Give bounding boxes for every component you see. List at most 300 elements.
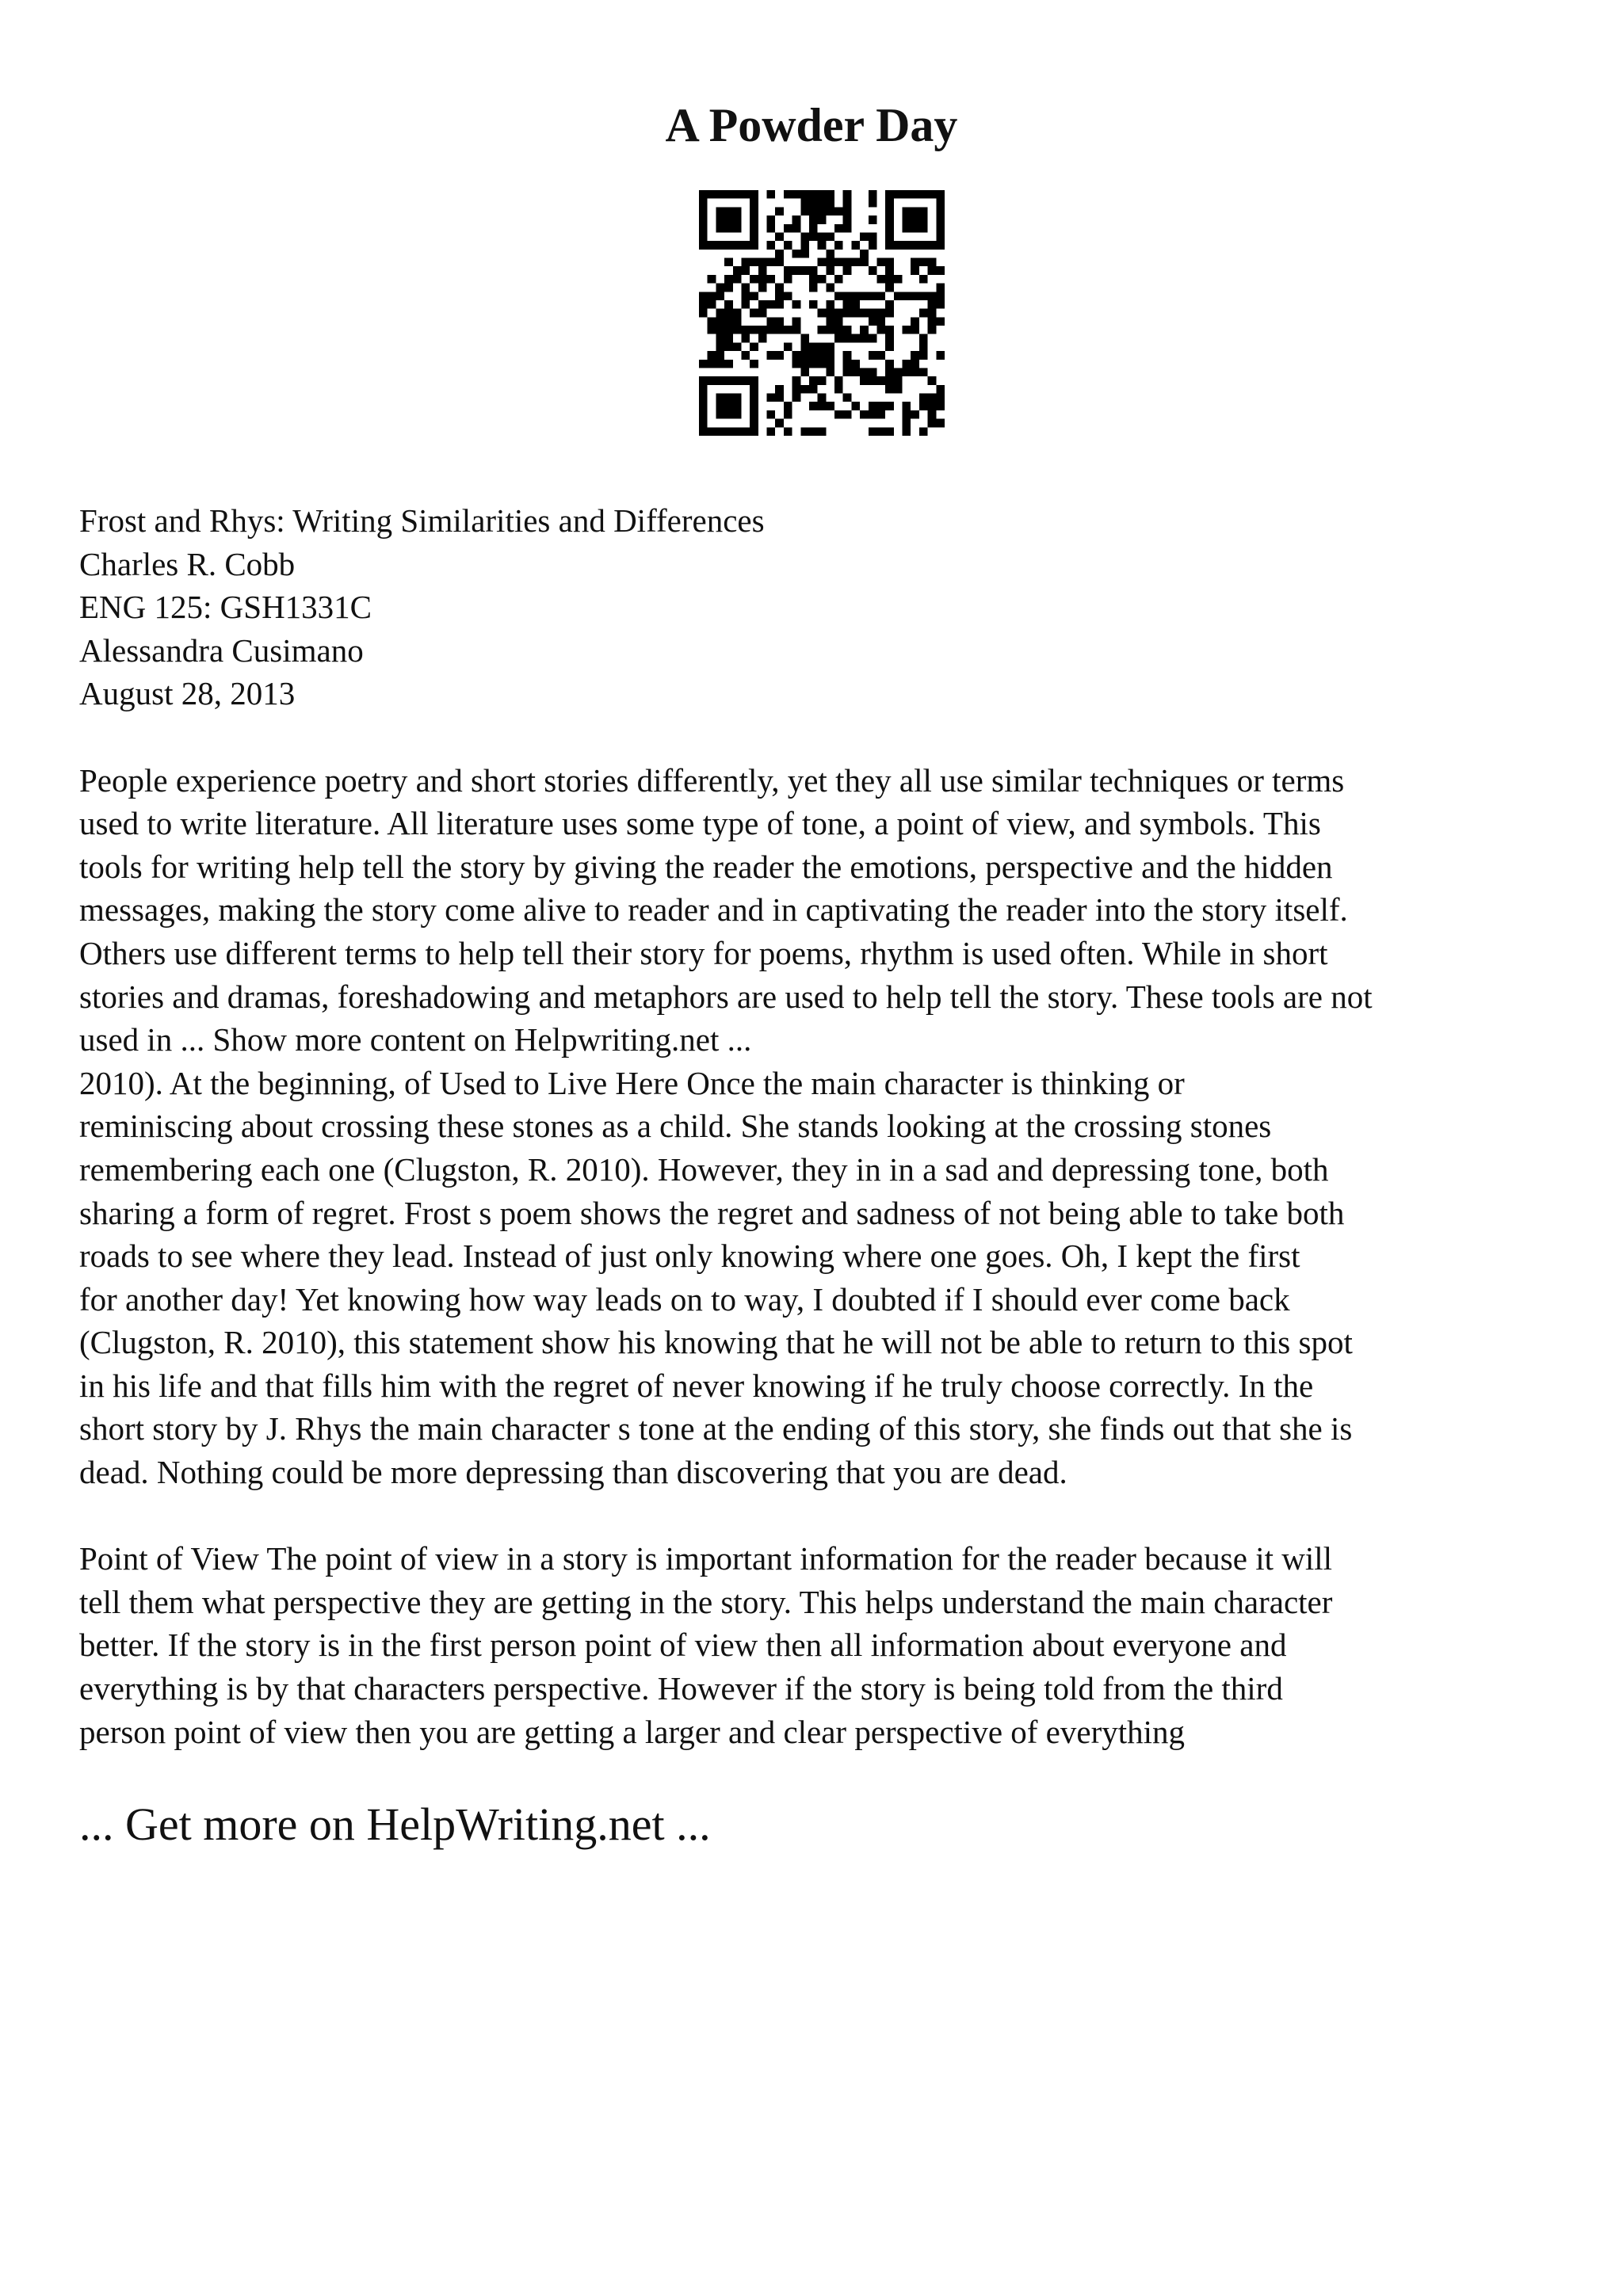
qr-module [809, 284, 818, 292]
qr-module [733, 376, 742, 385]
qr-module [919, 190, 928, 199]
qr-module [741, 300, 750, 309]
text-line: stories and dramas, foreshadowing and metaphors are used to help tell the story. These tools are not [79, 978, 1373, 1015]
qr-module [826, 250, 834, 258]
qr-module [809, 385, 818, 394]
qr-module [708, 300, 716, 309]
qr-module [928, 410, 937, 419]
qr-module [758, 309, 767, 318]
essay-title-line: Frost and Rhys: Writing Similarities and Differences [79, 502, 765, 539]
qr-module [834, 309, 843, 318]
qr-module [784, 410, 792, 419]
qr-module [834, 292, 843, 300]
text-line: better. If the story is in the first person point of view then all information about everyone and [79, 1627, 1287, 1664]
qr-module [800, 232, 809, 241]
qr-module [843, 394, 852, 402]
qr-module [860, 326, 869, 334]
qr-module [860, 334, 869, 343]
qr-module [741, 376, 750, 385]
qr-module [809, 342, 818, 351]
qr-module [919, 275, 928, 284]
qr-module [869, 351, 877, 360]
qr-module [775, 207, 784, 215]
qr-module [911, 360, 919, 368]
date-line: August 28, 2013 [79, 675, 296, 712]
qr-module [885, 309, 894, 318]
qr-module [818, 207, 827, 215]
qr-module [818, 376, 827, 385]
qr-module [809, 215, 818, 224]
qr-module [834, 275, 843, 284]
qr-module [903, 402, 911, 410]
qr-module [767, 317, 776, 326]
qr-module [885, 427, 894, 436]
qr-module [792, 326, 801, 334]
qr-module [903, 419, 911, 428]
qr-module [716, 241, 724, 250]
qr-module [851, 300, 860, 309]
qr-module [818, 232, 827, 241]
qr-module [716, 224, 724, 233]
qr-module [860, 258, 869, 267]
qr-module [792, 215, 801, 224]
qr-module [843, 199, 852, 208]
qr-code-icon [699, 190, 945, 436]
qr-module [733, 266, 742, 275]
qr-module [860, 368, 869, 376]
qr-module [775, 232, 784, 241]
qr-module [903, 207, 911, 215]
qr-module [733, 309, 742, 318]
qr-module [724, 215, 733, 224]
qr-module [826, 326, 834, 334]
qr-module [928, 258, 937, 267]
qr-module [885, 385, 894, 394]
text-line: used in ... Show more content on Helpwriting.net ... [79, 1021, 752, 1058]
qr-module [928, 266, 937, 275]
qr-module [792, 351, 801, 360]
qr-module [936, 292, 945, 300]
qr-module [903, 224, 911, 233]
text-line: dead. Nothing could be more depressing than discovering that you are dead. [79, 1454, 1067, 1491]
qr-module [699, 241, 708, 250]
qr-module [936, 224, 945, 233]
qr-module [903, 368, 911, 376]
paragraph-intro [79, 759, 1569, 1494]
qr-module [699, 394, 708, 402]
qr-module [903, 427, 911, 436]
qr-module [724, 394, 733, 402]
qr-module [741, 326, 750, 334]
qr-module [724, 317, 733, 326]
qr-module [826, 342, 834, 351]
qr-module [733, 342, 742, 351]
qr-module [792, 190, 801, 199]
qr-module [834, 224, 843, 233]
qr-module [750, 419, 758, 428]
qr-module [699, 410, 708, 419]
qr-module [826, 300, 834, 309]
qr-module [936, 207, 945, 215]
qr-module [741, 334, 750, 343]
instructor-line: Alessandra Cusimano [79, 631, 364, 669]
qr-module [792, 360, 801, 368]
qr-module [869, 376, 877, 385]
qr-module [818, 190, 827, 199]
qr-module [834, 410, 843, 419]
qr-module [809, 402, 818, 410]
qr-module [860, 410, 869, 419]
qr-module [750, 402, 758, 410]
qr-module [800, 368, 809, 376]
qr-module [851, 402, 860, 410]
qr-module [809, 360, 818, 368]
qr-module [716, 360, 724, 368]
qr-module [843, 190, 852, 199]
qr-module [818, 199, 827, 208]
text-line: for another day! Yet knowing how way leads on to way, I doubted if I should ever come back [79, 1280, 1290, 1318]
qr-module [741, 284, 750, 292]
text-line: roads to see where they lead. Instead of just only knowing where one goes. Oh, I kept the first [79, 1238, 1300, 1275]
qr-module [809, 300, 818, 309]
qr-module [936, 300, 945, 309]
qr-module [885, 275, 894, 284]
qr-module [775, 284, 784, 292]
qr-module [843, 258, 852, 267]
qr-module [800, 241, 809, 250]
qr-module [869, 232, 877, 241]
qr-module [826, 402, 834, 410]
qr-module [869, 427, 877, 436]
qr-module [843, 368, 852, 376]
qr-module [724, 309, 733, 318]
qr-module [750, 190, 758, 199]
qr-module [724, 342, 733, 351]
qr-module [809, 199, 818, 208]
qr-module [928, 402, 937, 410]
qr-module [809, 351, 818, 360]
qr-module [843, 326, 852, 334]
qr-module [834, 385, 843, 394]
qr-module [750, 258, 758, 267]
qr-module [708, 292, 716, 300]
qr-module [826, 309, 834, 318]
qr-module [724, 275, 733, 284]
qr-module [775, 292, 784, 300]
qr-module [708, 360, 716, 368]
qr-module [911, 292, 919, 300]
qr-module [758, 326, 767, 334]
qr-module [843, 300, 852, 309]
qr-module [903, 190, 911, 199]
qr-module [792, 300, 801, 309]
qr-module [894, 292, 903, 300]
qr-module [826, 190, 834, 199]
qr-module [767, 351, 776, 360]
qr-module [869, 199, 877, 208]
qr-module [809, 275, 818, 284]
qr-module [699, 232, 708, 241]
qr-module [741, 241, 750, 250]
qr-module [876, 275, 885, 284]
qr-module [928, 300, 937, 309]
qr-module [699, 300, 708, 309]
qr-module [741, 258, 750, 267]
qr-module [809, 207, 818, 215]
qr-module [716, 394, 724, 402]
qr-module [869, 410, 877, 419]
qr-module [903, 360, 911, 368]
qr-module [792, 224, 801, 233]
qr-module [716, 410, 724, 419]
qr-module [834, 241, 843, 250]
qr-module [708, 376, 716, 385]
qr-module [784, 224, 792, 233]
qr-module [767, 258, 776, 267]
qr-module [699, 199, 708, 208]
qr-module [869, 215, 877, 224]
qr-module [784, 342, 792, 351]
qr-module [724, 190, 733, 199]
qr-module [708, 351, 716, 360]
qr-module [826, 266, 834, 275]
qr-module [724, 376, 733, 385]
qr-module [936, 402, 945, 410]
qr-module [800, 360, 809, 368]
qr-module [928, 394, 937, 402]
text-line: messages, making the story come alive to reader and in captivating the reader into the story itself. [79, 891, 1348, 929]
qr-module [750, 224, 758, 233]
qr-module [741, 292, 750, 300]
qr-module [758, 300, 767, 309]
qr-module [936, 394, 945, 402]
qr-module [792, 317, 801, 326]
qr-module [733, 207, 742, 215]
qr-module [860, 250, 869, 258]
qr-module [750, 360, 758, 368]
text-line: sharing a form of regret. Frost s poem shows the regret and sadness of not being able to take both [79, 1194, 1345, 1231]
qr-module [894, 376, 903, 385]
qr-module [919, 402, 928, 410]
qr-module [928, 376, 937, 385]
qr-module [699, 292, 708, 300]
qr-module [733, 317, 742, 326]
qr-module [724, 300, 733, 309]
qr-module [851, 258, 860, 267]
qr-module [869, 317, 877, 326]
qr-module [716, 317, 724, 326]
qr-module [919, 292, 928, 300]
qr-module [800, 342, 809, 351]
qr-module [903, 241, 911, 250]
qr-module [724, 224, 733, 233]
qr-module [708, 275, 716, 284]
qr-module [818, 351, 827, 360]
qr-module [876, 402, 885, 410]
qr-module [750, 232, 758, 241]
qr-module [758, 334, 767, 343]
qr-module [750, 385, 758, 394]
qr-module [724, 402, 733, 410]
qr-module [800, 266, 809, 275]
qr-module [876, 258, 885, 267]
paragraph-point-of-view [79, 1537, 1569, 1753]
qr-module [724, 258, 733, 267]
qr-module [758, 258, 767, 267]
qr-module [911, 317, 919, 326]
qr-module [936, 241, 945, 250]
qr-module [708, 427, 716, 436]
qr-module [767, 427, 776, 436]
qr-module [869, 241, 877, 250]
qr-module [699, 309, 708, 318]
qr-module [869, 368, 877, 376]
qr-module [911, 258, 919, 267]
qr-module [885, 258, 894, 267]
qr-module [894, 368, 903, 376]
text-line: used to write literature. All literature uses some type of tone, a point of view, and symbols. This [79, 805, 1321, 842]
qr-module [834, 317, 843, 326]
qr-module [750, 309, 758, 318]
qr-module [885, 224, 894, 233]
qr-module [724, 360, 733, 368]
qr-module [876, 326, 885, 334]
qr-module [936, 317, 945, 326]
spacer [79, 715, 1569, 759]
qr-module [928, 292, 937, 300]
qr-module [733, 394, 742, 402]
qr-module [716, 190, 724, 199]
qr-module [903, 410, 911, 419]
qr-module [741, 427, 750, 436]
qr-module [894, 241, 903, 250]
qr-module [699, 376, 708, 385]
text-line: everything is by that characters perspective. However if the story is being told from the third [79, 1670, 1283, 1707]
qr-module [876, 309, 885, 318]
qr-module [826, 317, 834, 326]
qr-module [775, 385, 784, 394]
qr-module [792, 394, 801, 402]
qr-module [936, 385, 945, 394]
qr-module [919, 241, 928, 250]
qr-module [775, 258, 784, 267]
qr-module [809, 224, 818, 233]
qr-module [834, 334, 843, 343]
qr-module [800, 250, 809, 258]
qr-module [767, 275, 776, 284]
qr-module [716, 309, 724, 318]
qr-module [724, 207, 733, 215]
qr-module [876, 351, 885, 360]
qr-module [784, 266, 792, 275]
qr-module [716, 334, 724, 343]
qr-module [843, 334, 852, 343]
qr-module [750, 427, 758, 436]
helpwriting-footer-link[interactable]: ... Get more on HelpWriting.net ... [79, 1798, 711, 1850]
qr-module [834, 258, 843, 267]
qr-module [851, 368, 860, 376]
qr-module [903, 326, 911, 334]
qr-module [919, 215, 928, 224]
qr-module [936, 190, 945, 199]
qr-module [750, 410, 758, 419]
qr-module [843, 309, 852, 318]
qr-module [919, 427, 928, 436]
qr-module [919, 207, 928, 215]
text-line: (Clugston, R. 2010), this statement show his knowing that he will not be able to return to this spot [79, 1324, 1353, 1361]
qr-module [767, 215, 776, 224]
qr-module [809, 232, 818, 241]
qr-module [834, 326, 843, 334]
text-line: remembering each one (Clugston, R. 2010). However, they in in a sad and depressing tone, both [79, 1150, 1329, 1188]
document-body [79, 499, 1569, 1753]
qr-module [716, 402, 724, 410]
qr-module [928, 326, 937, 334]
qr-module [885, 190, 894, 199]
qr-module [699, 190, 708, 199]
qr-module [716, 427, 724, 436]
qr-module [724, 410, 733, 419]
qr-module [860, 309, 869, 318]
qr-module [818, 215, 827, 224]
qr-module [750, 342, 758, 351]
qr-module [741, 266, 750, 275]
qr-module [869, 334, 877, 343]
qr-module [716, 215, 724, 224]
text-line: reminiscing about crossing these stones as a child. She stands looking at the crossing stones [79, 1108, 1272, 1145]
qr-module [869, 292, 877, 300]
qr-module [800, 190, 809, 199]
text-line: Point of View The point of view in a story is important information for the reader because it will [79, 1540, 1333, 1577]
qr-module [919, 258, 928, 267]
qr-module [919, 394, 928, 402]
qr-module [767, 326, 776, 334]
qr-module [775, 394, 784, 402]
qr-module [818, 402, 827, 410]
qr-module [699, 215, 708, 224]
qr-module [724, 284, 733, 292]
qr-module [860, 376, 869, 385]
qr-module [750, 376, 758, 385]
qr-module [826, 232, 834, 241]
text-line: short story by J. Rhys the main character s tone at the ending of this story, she finds out that she is [79, 1410, 1353, 1447]
qr-module [903, 215, 911, 224]
qr-module [885, 207, 894, 215]
qr-module [826, 199, 834, 208]
qr-module [885, 266, 894, 275]
qr-module [843, 207, 852, 215]
qr-module [869, 266, 877, 275]
qr-module [716, 207, 724, 215]
qr-module [792, 376, 801, 385]
qr-module [733, 241, 742, 250]
text-line: person point of view then you are getting a larger and clear perspective of everything [79, 1713, 1186, 1750]
qr-module [834, 376, 843, 385]
qr-module [750, 207, 758, 215]
qr-module [767, 394, 776, 402]
qr-module [775, 326, 784, 334]
qr-code-graphic [699, 190, 945, 436]
qr-module [699, 224, 708, 233]
qr-module [818, 275, 827, 284]
qr-module [860, 232, 869, 241]
qr-module [708, 326, 716, 334]
qr-module [767, 241, 776, 250]
qr-module [843, 351, 852, 360]
qr-module [928, 190, 937, 199]
qr-module [775, 351, 784, 360]
qr-module [792, 266, 801, 275]
